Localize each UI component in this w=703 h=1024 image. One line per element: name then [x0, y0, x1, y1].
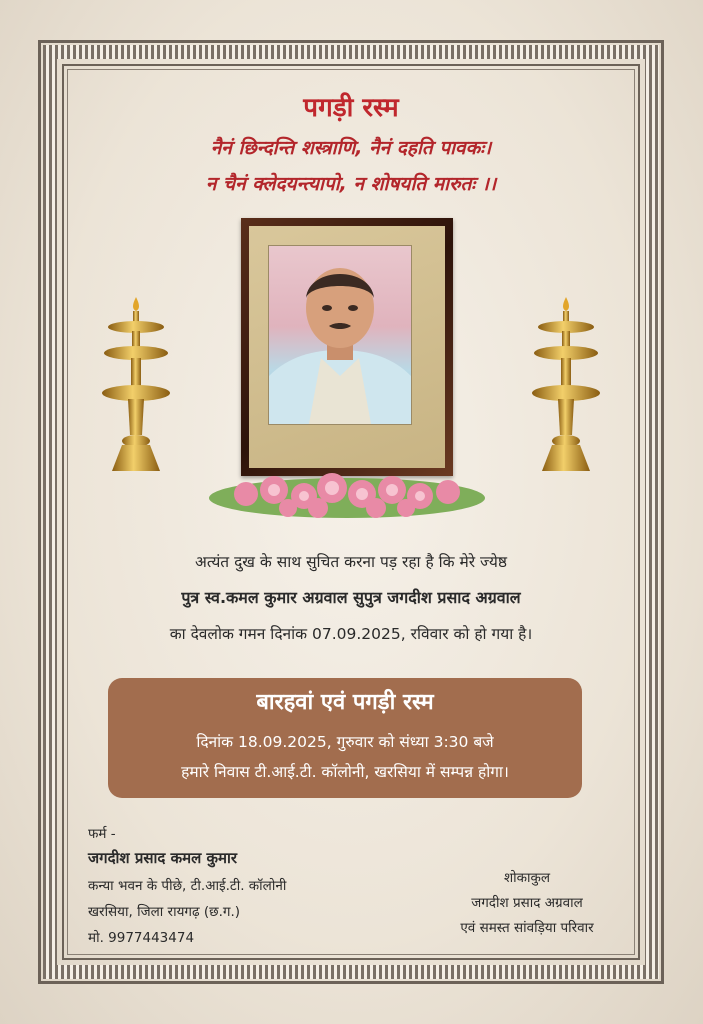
oil-lamp-icon: [98, 295, 174, 477]
ceremony-banner: [108, 678, 582, 798]
family-name: जगदीश प्रसाद अग्रवाल: [471, 895, 583, 911]
firm-address-1: कन्या भवन के पीछे, टी.आई.टी. कॉलोनी: [88, 878, 287, 894]
condolence-line-3: का देवलोक गमन दिनांक 07.09.2025, रविवार को हो गया है।: [169, 625, 533, 643]
portrait-photo: [268, 245, 412, 425]
card-title: पगड़ी रस्म: [303, 93, 399, 123]
firm-label: फर्म -: [88, 826, 116, 842]
oil-lamp-icon: [528, 295, 604, 477]
condolence-line-2: पुत्र स्व.कमल कुमार अग्रवाल सुपुत्र जगदीश प्रसाद अग्रवाल: [181, 588, 521, 607]
condolence-line-1: अत्यंत दुख के साथ सुचित करना पड़ रहा है कि मेरे ज्येष्ठ: [194, 553, 508, 571]
firm-name: जगदीश प्रसाद कमल कुमार: [88, 849, 237, 867]
portrait-frame: [241, 218, 453, 476]
shloka-line-1: नैनं छिन्दन्ति शस्त्राणि, नैनं दहति पावकः।: [210, 137, 492, 159]
family-members: एवं समस्त सांवड़िया परिवार: [460, 920, 594, 936]
firm-phone: मो. 9977443474: [88, 930, 195, 946]
ceremony-title: बारहवां एवं पगड़ी रस्म: [256, 690, 434, 715]
shloka-line-2: न चैनं क्लेदयन्त्यापो, न शोषयति मारुतः ।।: [205, 173, 497, 195]
ceremony-date: दिनांक 18.09.2025, गुरुवार को संध्या 3:30 बजे: [196, 733, 494, 751]
flower-garland-icon: [206, 460, 488, 526]
ceremony-venue: हमारे निवास टी.आई.टी. कॉलोनी, खरसिया में सम्पन्न होगा।: [181, 763, 509, 781]
obituary-card: [38, 40, 664, 984]
firm-address-2: खरसिया, जिला रायगढ़ (छ.ग.): [88, 904, 241, 920]
family-label: शोकाकुल: [503, 870, 551, 886]
